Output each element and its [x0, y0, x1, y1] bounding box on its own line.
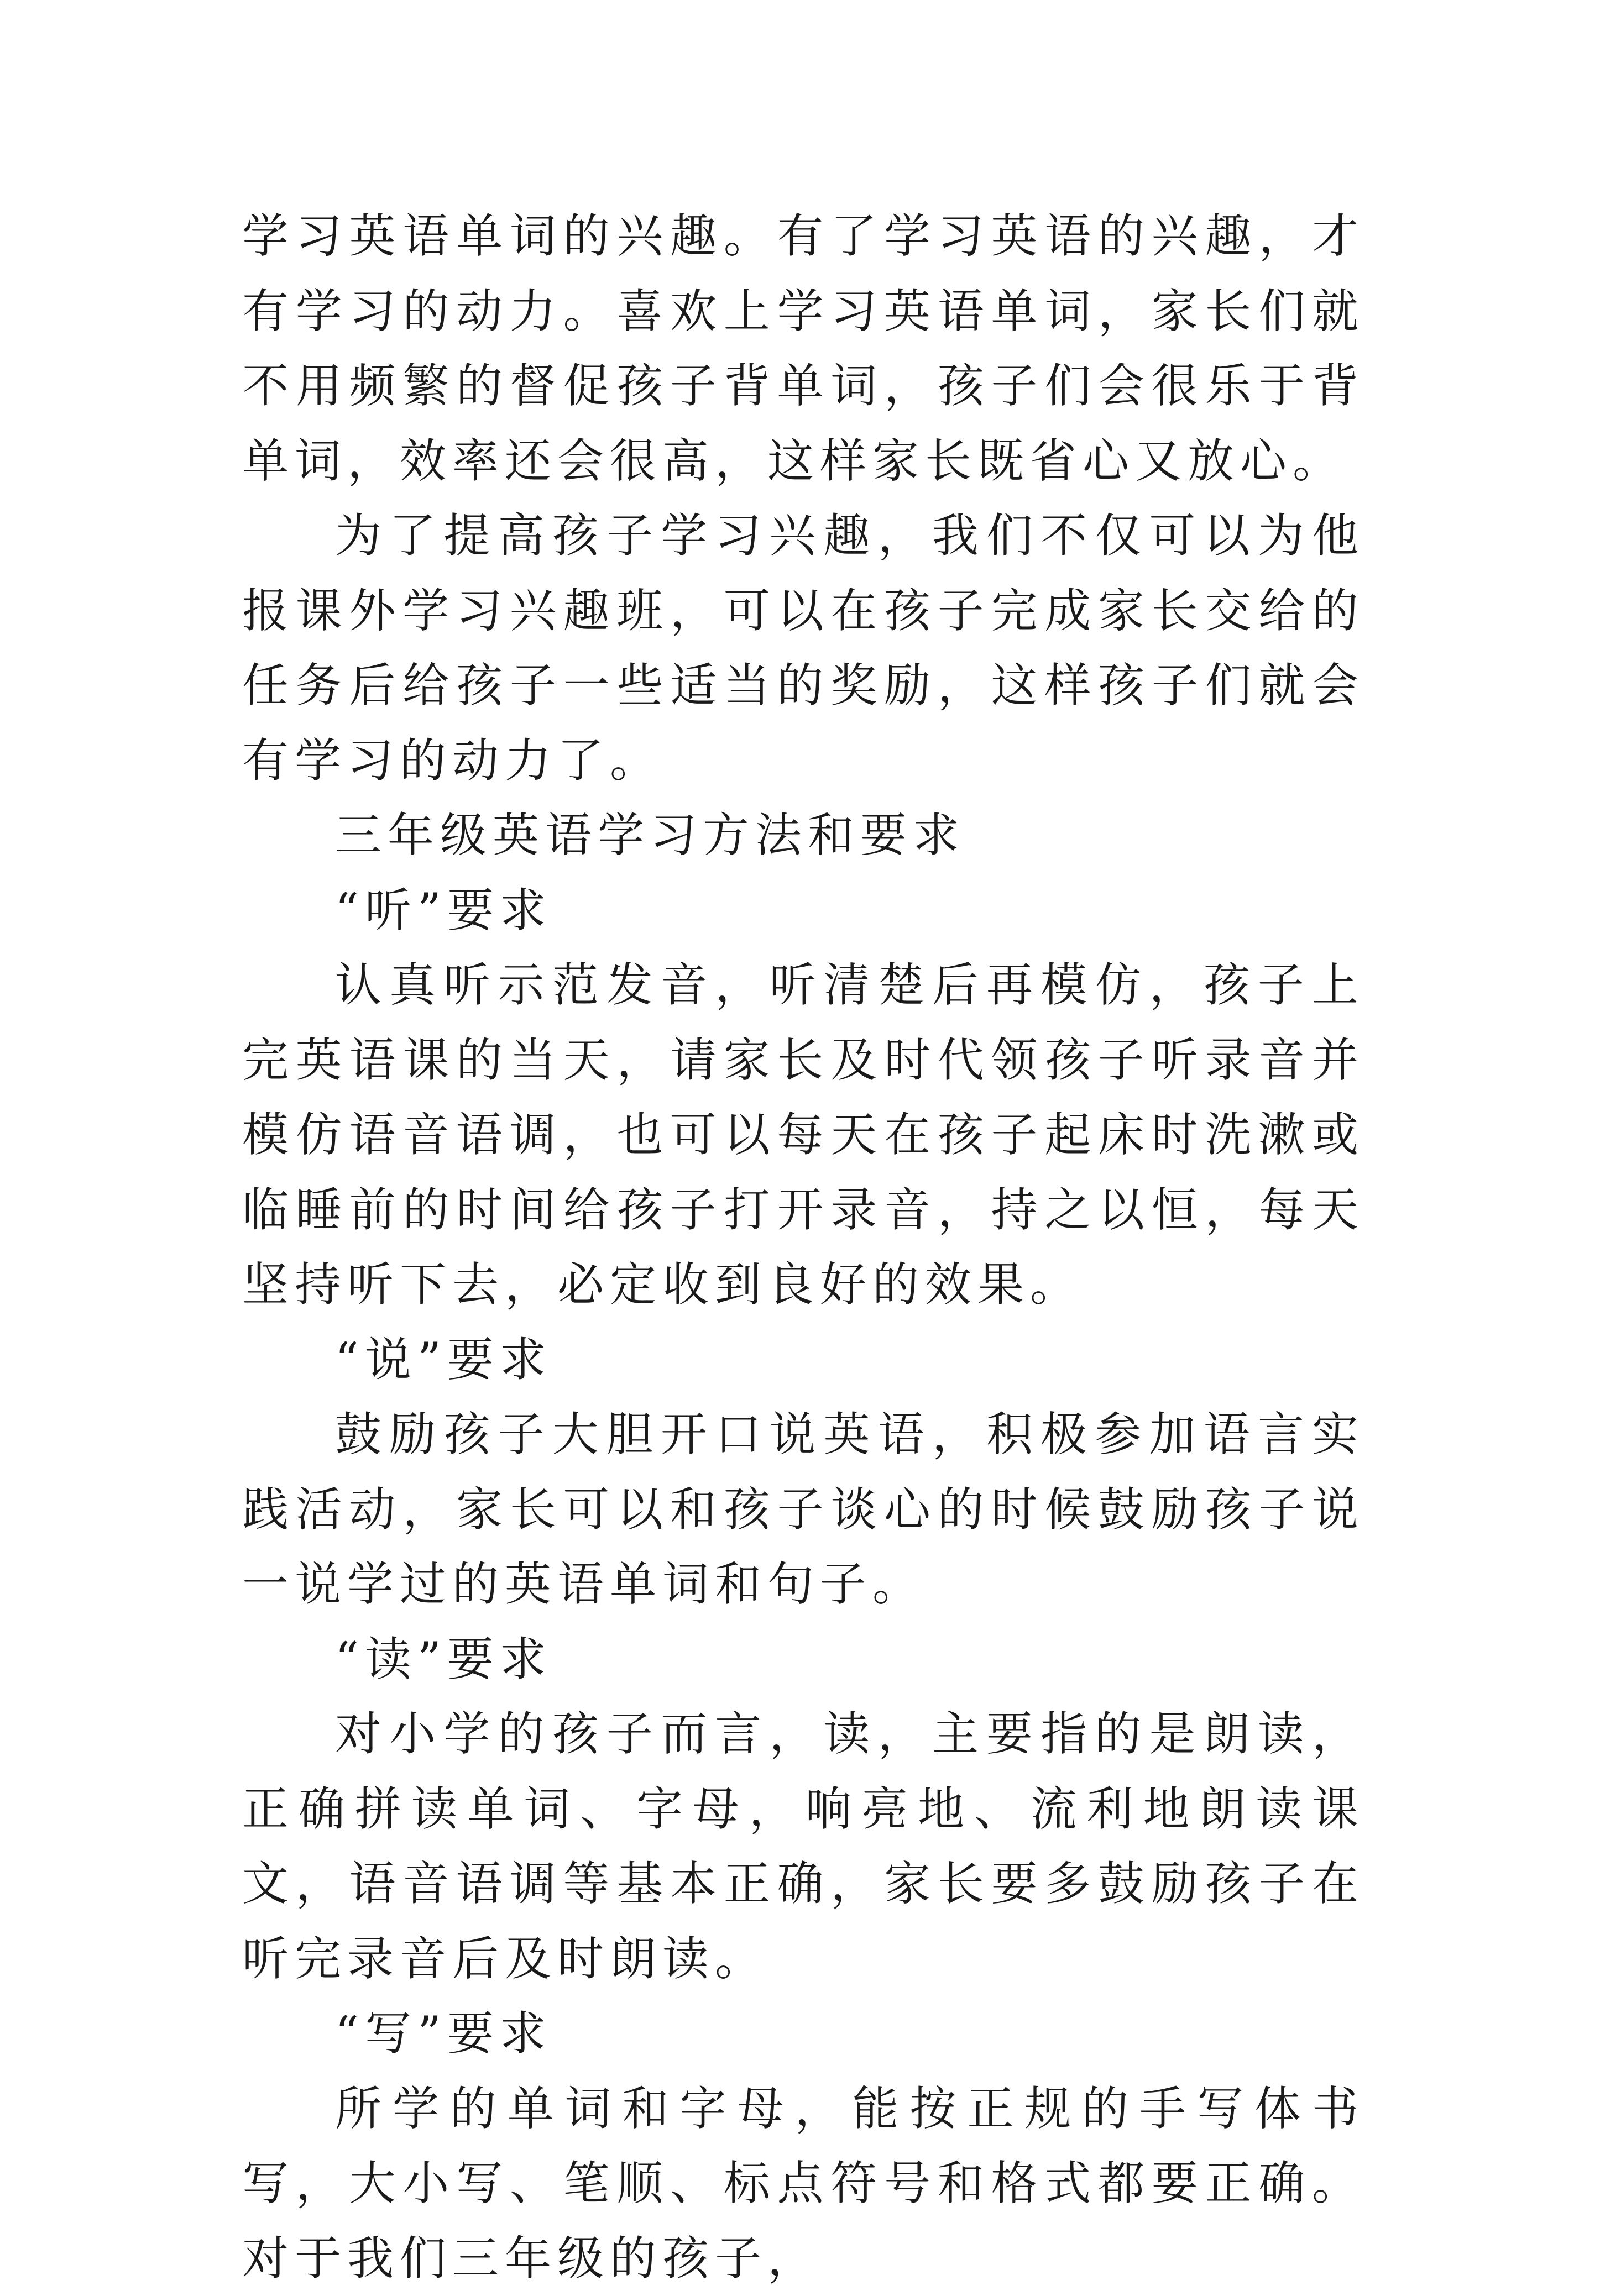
paragraph-speaking: 鼓励孩子大胆开口说英语，积极参加语言实践活动，家长可以和孩子谈心的时候鼓励孩子说一说学过的英语单词和句子。 — [242, 1397, 1364, 1622]
subheading-speaking: “说”要求 — [242, 1323, 1364, 1398]
paragraph-reading: 对小学的孩子而言，读，主要指的是朗读，正确拼读单词、字母，响亮地、流利地朗读课文，语音语调等基本正确，家长要多鼓励孩子在听完录音后及时朗读。 — [242, 1697, 1364, 1996]
paragraph-writing: 所学的单词和字母，能按正规的手写体书写，大小写、笔顺、标点符号和格式都要正确。对于我们三年级的孩子， — [242, 2072, 1364, 2296]
paragraph-continued: 学习英语单词的兴趣。有了学习英语的兴趣，才有学习的动力。喜欢上学习英语单词，家长们就不用频繁的督促孩子背单词，孩子们会很乐于背单词，效率还会很高，这样家长既省心又放心。 — [242, 199, 1364, 499]
paragraph-listening: 认真听示范发音，听清楚后再模仿，孩子上完英语课的当天，请家长及时代领孩子听录音并模仿语音语调，也可以每天在孩子起床时洗漱或临睡前的时间给孩子打开录音，持之以恒，每天坚持听下去，必定收到良好的效果。 — [242, 948, 1364, 1323]
subheading-reading: “读”要求 — [242, 1622, 1364, 1697]
subheading-writing: “写”要求 — [242, 1996, 1364, 2072]
subheading-listening: “听”要求 — [242, 873, 1364, 948]
section-heading-methods: 三年级英语学习方法和要求 — [242, 798, 1364, 873]
document-body — [242, 199, 1364, 2296]
paragraph-interest-tips: 为了提高孩子学习兴趣，我们不仅可以为他报课外学习兴趣班，可以在孩子完成家长交给的任务后给孩子一些适当的奖励，这样孩子们就会有学习的动力了。 — [242, 499, 1364, 798]
